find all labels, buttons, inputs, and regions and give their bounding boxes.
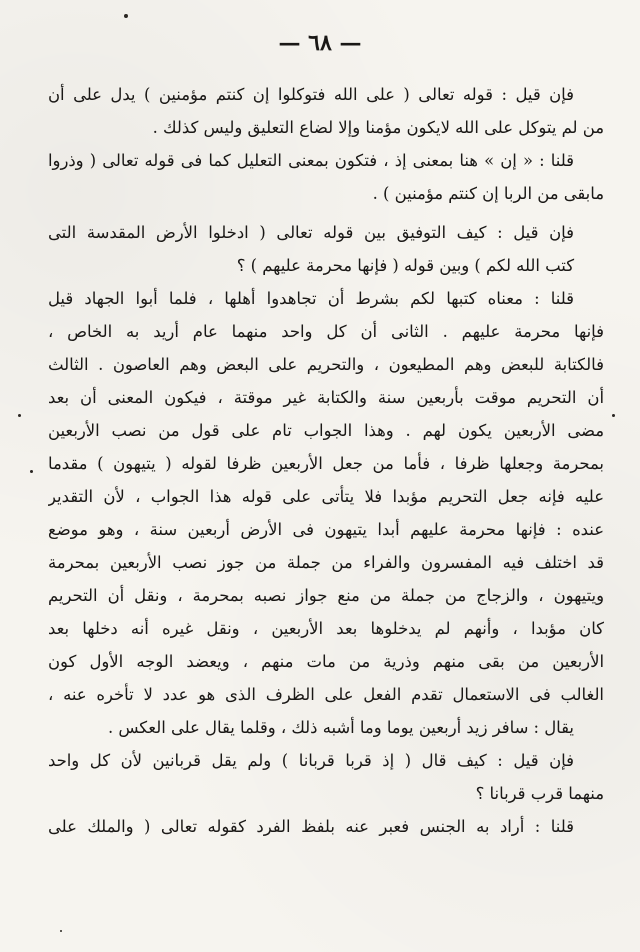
text-line: كان مؤبدا ، وأنهم لم يدخلوها بعد الأربعين ، ونقل غيره أنه دخلها بعد — [48, 619, 604, 638]
page-number: — ٦٨ — — [278, 30, 362, 56]
text-line: من لم يتوكل على الله لايكون مؤمنا وإلا لضاع التعليق وليس كذلك . — [152, 118, 604, 137]
text-line: فإنها محرمة عليهم . الثانى أن كل واحد منهما عام أريد به الخاص ، — [48, 322, 604, 341]
print-speck — [612, 414, 615, 417]
text-line: ويتيهون ، والزجاج من جملة من منع جواز نصبه بمحرمة ، ونقل أن التحريم — [48, 586, 604, 605]
text-line: الأربعين من بقى منهم وذرية من مات منهم ، ويعضد الوجه الأول كون — [48, 652, 604, 671]
text-line: منهما قرب قربانا ؟ — [475, 784, 604, 803]
text-line: بمحرمة وجعلها ظرفا ، فأما من جعل الأربعين ظرفا لقوله ( يتيهون ) مقدما — [48, 454, 604, 473]
text-line: قلنا : معناه كتبها لكم بشرط أن تجاهدوا أهلها ، فلما أبوا الجهاد قيل — [48, 289, 574, 308]
text-line: الغالب فى الاستعمال تقدم الفعل على الظرف الذى هو عدد لا تأخره عنه ، — [48, 685, 604, 704]
print-speck — [30, 470, 33, 473]
text-line: فإن قيل : كيف التوفيق بين قوله تعالى ( ادخلوا الأرض المقدسة التى — [48, 223, 574, 242]
text-line: فالكتابة للبعض وهم المطيعون ، والتحريم على البعض وهم العاصون . الثالث — [48, 355, 604, 374]
print-speck — [18, 414, 21, 417]
text-line: كتب الله لكم ) وبين قوله ( فإنها محرمة عليهم ) ؟ — [236, 256, 574, 275]
print-speck — [124, 14, 128, 18]
text-line: عنده : فإنها محرمة عليهم أبدا يتيهون فى الأرض أربعين سنة ، وهو موضع — [48, 520, 604, 539]
text-line: عليه فإنه جعل التحريم مؤبدا فلا يتأتى على قوله هذا الجواب ، لأن التقدير — [48, 487, 604, 506]
text-line: أن التحريم موقت بأربعين سنة والكتابة غير موقتة ، فيكون المعنى أن بعد — [48, 388, 604, 407]
text-line: فإن قيل : قوله تعالى ( على الله فتوكلوا إن كنتم مؤمنين ) يدل على أن — [48, 85, 574, 104]
text-line: مابقى من الربا إن كنتم مؤمنين ) . — [372, 184, 604, 203]
text-line: قلنا : أراد به الجنس فعبر عنه بلفظ الفرد كقوله تعالى ( والملك على — [48, 817, 574, 836]
text-line: فإن قيل : كيف قال ( إذ قربا قربانا ) ولم يقل قربانين لأن كل واحد — [48, 751, 574, 770]
text-line: قد اختلف فيه المفسرون والفراء من جملة من جوز نصب الأربعين بمحرمة — [48, 553, 604, 572]
body-text — [48, 78, 604, 843]
print-speck — [60, 930, 62, 932]
text-line: يقال : سافر زيد أربعين يوما وما أشبه ذلك ، وقلما يقال على العكس . — [107, 718, 574, 737]
text-line: مضى الأربعين يكون لهم . وهذا الجواب تام على قول من نصب الأربعين — [48, 421, 604, 440]
text-line: قلنا : « إن » هنا بمعنى إذ ، فتكون بمعنى التعليل كما فى قوله تعالى ( وذروا — [48, 151, 574, 170]
